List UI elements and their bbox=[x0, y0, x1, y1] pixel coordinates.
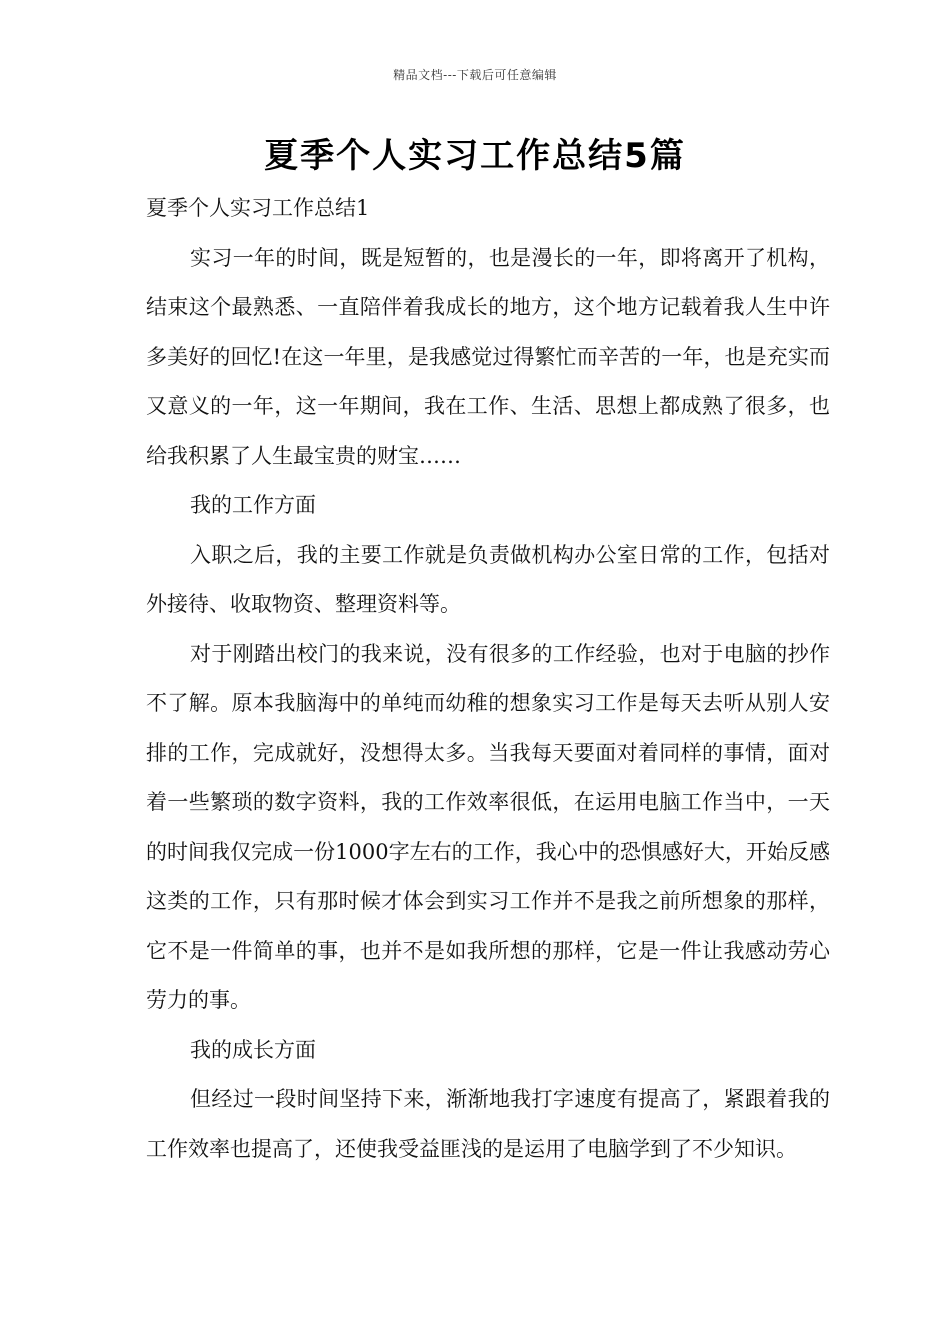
paragraph-intro: 实习一年的时间，既是短暂的，也是漫长的一年，即将离开了机构，结束这个最熟悉、一直陪伴着我成长的地方，这个地方记载着我人生中许多美好的回忆!在这一年里，是我感觉过得繁忙而辛苦的一年，也是充实而又意义的一年，这一年期间，我在工作、生活、思想上都成熟了很多，也给我积累了人生最宝贵的财宝…… bbox=[146, 245, 830, 468]
subheading-growth: 我的成长方面 bbox=[190, 1037, 316, 1062]
subheading-work: 我的工作方面 bbox=[190, 493, 316, 517]
header-note: 精品文档---下载后可任意编辑 bbox=[393, 68, 557, 82]
paragraph-growth: 但经过一段时间坚持下来，渐渐地我打字速度有提高了，紧跟着我的工作效率也提高了，还使我受益匪浅的是运用了电脑学到了不少知识。 bbox=[146, 1087, 830, 1161]
section-heading: 夏季个人实习工作总结1 bbox=[146, 196, 370, 220]
paragraph-work-experience: 对于刚踏出校门的我来说，没有很多的工作经验，也对于电脑的抄作不了解。原本我脑海中的单纯而幼稚的想象实习工作是每天去听从别人安排的工作，完成就好，没想得太多。当我每天要面对着同样的事情，面对着一些繁琐的数字资料，我的工作效率很低，在运用电脑工作当中，一天的时间我仅完成一份1000字左右的工作，我心中的恐惧感好大，开始反感这类的工作，只有那时候才体会到实习工作并不是我之前所想象的那样，它不是一件简单的事，也并不是如我所想的那样，它是一件让我感动劳心劳力的事。 bbox=[146, 641, 830, 1012]
paragraph-work-duties: 入职之后，我的主要工作就是负责做机构办公室日常的工作，包括对外接待、收取物资、整理资料等。 bbox=[146, 542, 830, 616]
document-title: 夏季个人实习工作总结5篇 bbox=[264, 136, 686, 176]
document-body bbox=[146, 184, 830, 1174]
